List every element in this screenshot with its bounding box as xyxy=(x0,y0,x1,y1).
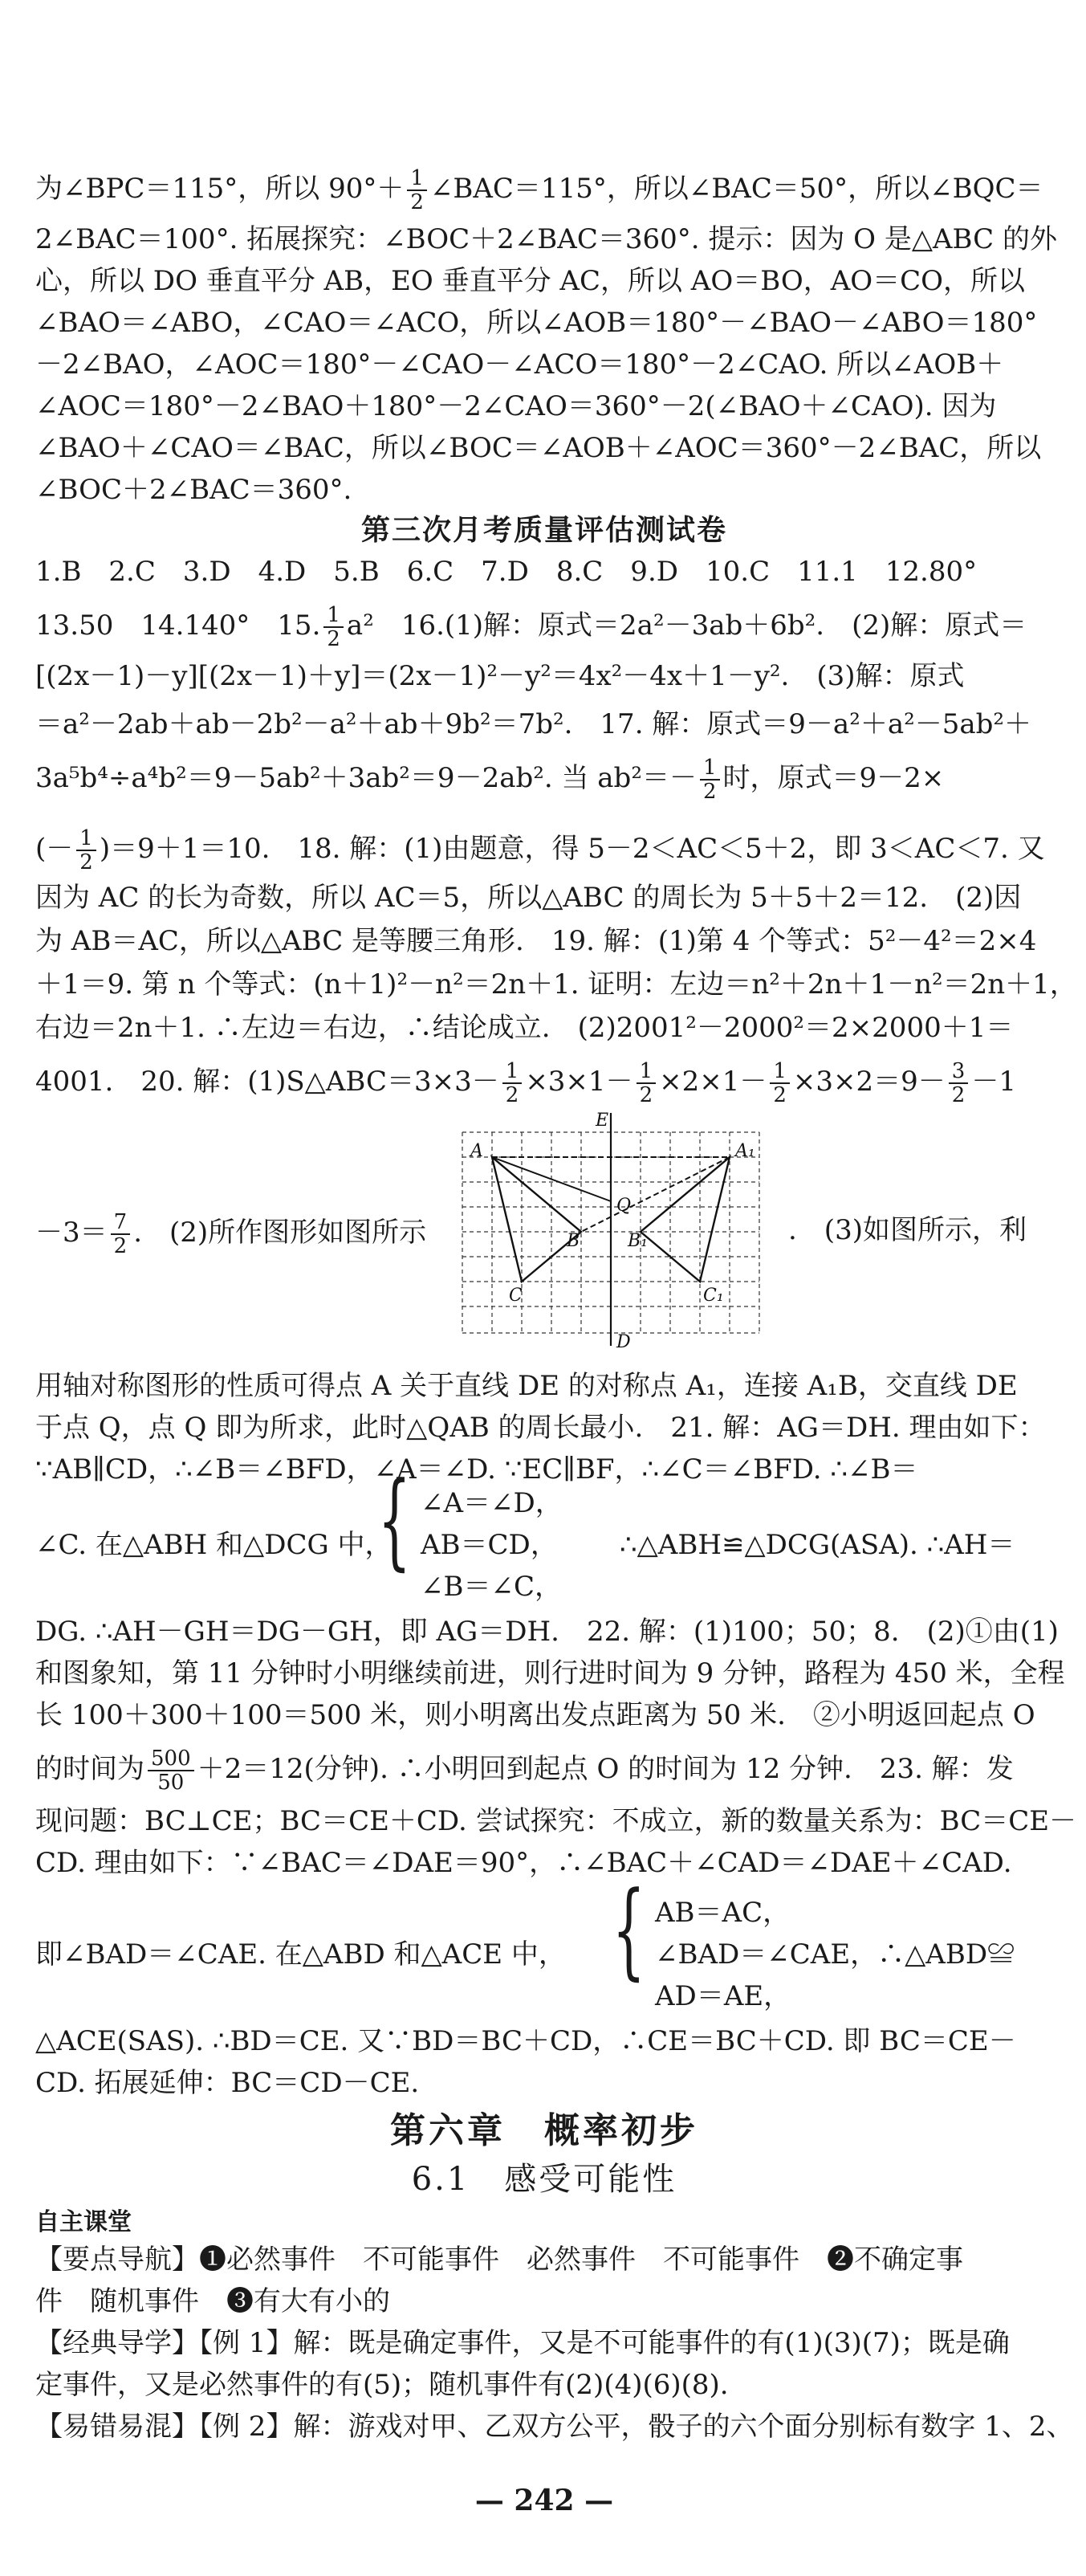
label-b1: B₁ xyxy=(628,1231,648,1251)
text-line: 因为 AC 的长为奇数，所以 AC＝5，所以△ABC 的周长为 5＋5＋2＝12. (2)因 xyxy=(35,882,1022,914)
text-line: ∠BOC＋2∠BAC＝360°. xyxy=(35,474,352,506)
label-q: Q xyxy=(616,1196,632,1216)
system-line: ∠A＝∠D， xyxy=(421,1487,563,1519)
numerator: 7 xyxy=(111,1211,131,1235)
text-line xyxy=(35,604,1053,650)
text-line: 2∠BAC＝100°. 拓展探究：∠BOC＋2∠BAC＝360°. 提示：因为 O 是△ABC 的外 xyxy=(35,223,1057,255)
numerator: 1 xyxy=(502,1060,523,1084)
label-d: D xyxy=(616,1332,631,1349)
numerator: 1 xyxy=(407,167,427,191)
triangle-a1b1c1 xyxy=(641,1157,730,1282)
text-segment: ×3×1－ xyxy=(525,1066,633,1098)
text-line: DG. ∴AH－GH＝DG－GH，即 AG＝DH. 22. 解：(1)100；50；8. (2)①由(1) xyxy=(35,1616,1059,1648)
text-line xyxy=(35,827,1053,874)
text-segment: a² 16.(1)解：原式＝2a²－3ab＋6b². (2)解：原式＝ xyxy=(346,609,1027,642)
text-segment: 时，原式＝9－2× xyxy=(722,762,945,794)
system-line: AB＝CD， xyxy=(421,1529,558,1561)
subsection-title: 6.1 感受可能性 xyxy=(411,2161,677,2198)
text-line: △ACE(SAS). ∴BD＝CE. 又∵BD＝BC＋CD，∴CE＝BC＋CD. 即 BC＝CE－ xyxy=(35,2025,1016,2057)
text-line: [(2x－1)－y][(2x－1)＋y]＝(2x－1)²－y²＝4x²－4x＋1－y². (3)解：原式 xyxy=(35,660,965,692)
text-segment: ＋2＝12(分钟). ∴小明回到起点 O 的时间为 12 分钟. 23. 解：发 xyxy=(197,1753,1014,1785)
label-b: B xyxy=(567,1231,580,1251)
text-line: 1.B 2.C 3.D 4.D 5.B 6.C 7.D 8.C 9.D 10.C 11.1 12.80° xyxy=(35,556,978,588)
text-line: 右边＝2n＋1. ∴左边＝右边，∴结论成立. (2)2001²－2000²＝2×2000＋1＝ xyxy=(35,1012,1014,1044)
text-line: 【易错易混】【例 2】解：游戏对甲、乙双方公平，骰子的六个面分别标有数字 1、2、 xyxy=(35,2411,1074,2443)
fraction xyxy=(76,827,96,874)
text-segment: ×3×2＝9－ xyxy=(792,1066,946,1098)
text-segment: 的时间为 xyxy=(35,1753,144,1785)
fraction xyxy=(502,1060,523,1107)
text-line: －2∠BAO，∠AOC＝180°－∠CAO－∠ACO＝180°－2∠CAO. 所以∠AOB＋ xyxy=(35,348,1004,381)
denominator: 2 xyxy=(113,1234,128,1258)
label-a: A xyxy=(470,1141,483,1161)
text-line: 长 100＋300＋100＝500 米，则小明离出发点距离为 50 米. ②小明返回起点 O xyxy=(35,1699,1035,1731)
label-c: C xyxy=(509,1286,523,1306)
text-line: CD. 拓展延伸：BC＝CD－CE. xyxy=(35,2067,420,2099)
fraction xyxy=(407,167,427,214)
brace-icon: { xyxy=(612,1869,646,1991)
text-segment: )＝9＋1＝10. 18. 解：(1)由题意，得 5－2＜AC＜5＋2，即 3＜AC＜7. 又 xyxy=(99,833,1045,865)
fraction xyxy=(770,1060,790,1107)
text-segment: 13.50 14.140° 15. xyxy=(35,609,321,642)
text-line: 【要点导航】❶必然事件 不可能事件 必然事件 不可能事件 ❷不确定事 xyxy=(35,2244,963,2276)
text-segment: －3＝ xyxy=(35,1217,108,1249)
text-segment: ×2×1－ xyxy=(659,1066,767,1098)
text-line xyxy=(35,1060,1053,1107)
numerator: 3 xyxy=(949,1060,969,1084)
system-line: ∠BAD＝∠CAE，∴△ABD≌ xyxy=(655,1938,1015,1971)
text-line: ＋1＝9. 第 n 个等式：(n＋1)²－n²＝2n＋1. 证明：左边＝n²＋2n＋1－n²＝2n＋1， xyxy=(35,968,1077,1001)
numerator: 1 xyxy=(323,604,344,628)
geometry-figure xyxy=(446,1108,780,1349)
text-segment: ∠BAC＝115°，所以∠BAC＝50°，所以∠BQC＝ xyxy=(429,173,1043,205)
text-segment: 4001. 20. 解：(1)S△ABC＝3×3－ xyxy=(35,1066,499,1098)
section-title: 第三次月考质量评估测试卷 xyxy=(360,513,727,547)
triangle-abc xyxy=(492,1157,581,1282)
class-label: 自主课堂 xyxy=(35,2208,132,2236)
denominator: 2 xyxy=(639,1083,653,1107)
text-line xyxy=(35,756,1053,803)
text-line xyxy=(35,167,1053,214)
text-line: ∠C. 在△ABH 和△DCG 中， xyxy=(35,1529,393,1561)
numerator: 1 xyxy=(637,1060,657,1084)
text-line xyxy=(35,1747,1053,1794)
text-line: 心，所以 DO 垂直平分 AB，EO 垂直平分 AC，所以 AO＝BO，AO＝CO，所以 xyxy=(35,265,1026,297)
text-line: 为 AB＝AC，所以△ABC 是等腰三角形. 19. 解：(1)第 4 个等式：5²－4²＝2×4 xyxy=(35,925,1037,957)
text-line: 定事件，又是必然事件的有(5)；随机事件有(2)(4)(6)(8). xyxy=(35,2369,729,2401)
text-segment: 3a⁵b⁴÷a⁴b²＝9－5ab²＋3ab²＝9－2ab². 当 ab²＝－ xyxy=(35,762,697,794)
label-e: E xyxy=(596,1111,609,1131)
chapter-title: 第六章 概率初步 xyxy=(390,2110,698,2151)
denominator: 50 xyxy=(157,1771,185,1795)
numerator: 1 xyxy=(700,756,720,781)
fraction xyxy=(148,1747,194,1794)
text-line: 和图象知，第 11 分钟时小明继续前进，则行进时间为 9 分钟，路程为 450 米，全程 xyxy=(35,1657,1065,1689)
text-line: 于点 Q，点 Q 即为所求，此时△QAB 的周长最小. 21. 解：AG＝DH. 理由如下： xyxy=(35,1412,1046,1444)
fraction xyxy=(700,756,720,803)
text-line: 现问题：BC⊥CE；BC＝CE＋CD. 尝试探究：不成立，新的数量关系为：BC＝CE－ xyxy=(35,1805,1077,1837)
fraction xyxy=(637,1060,657,1107)
text-line: ∴△ABH≌△DCG(ASA). ∴AH＝ xyxy=(620,1529,1015,1561)
text-line: 【经典导学】【例 1】解：既是确定事件，又是不可能事件的有(1)(3)(7)；既是确 xyxy=(35,2327,1010,2359)
text-line: 件 随机事件 ❸有大有小的 xyxy=(35,2285,390,2317)
text-line: 即∠BAD＝∠CAE. 在△ABD 和△ACE 中， xyxy=(35,1938,566,1971)
text-line: ∠BAO＋∠CAO＝∠BAC，所以∠BOC＝∠AOB＋∠AOC＝360°－2∠BAC，所以 xyxy=(35,432,1042,464)
numerator: 1 xyxy=(770,1060,790,1084)
numerator: 500 xyxy=(148,1747,194,1771)
text-line: . (3)如图所示，利 xyxy=(788,1214,1027,1246)
text-line xyxy=(35,1211,453,1257)
text-line: 用轴对称图形的性质可得点 A 关于直线 DE 的对称点 A₁，连接 A₁B，交直线 DE xyxy=(35,1370,1018,1402)
text-line: CD. 理由如下：∵∠BAC＝∠DAE＝90°，∴∠BAC＋∠CAD＝∠DAE＋∠CAD. xyxy=(35,1847,1012,1879)
text-line: ∠AOC＝180°－2∠BAO＋180°－2∠CAO＝360°－2(∠BAO＋∠CAO). 因为 xyxy=(35,390,997,422)
text-segment: 为∠BPC＝115°，所以 90°＋ xyxy=(35,173,405,205)
text-segment: (－ xyxy=(35,833,74,865)
denominator: 2 xyxy=(951,1083,966,1107)
fraction xyxy=(111,1211,131,1257)
system-line: AB＝AC， xyxy=(655,1897,791,1929)
brace-icon: { xyxy=(377,1459,412,1581)
text-segment: . (2)所作图形如图所示 xyxy=(133,1217,427,1249)
denominator: 2 xyxy=(773,1083,787,1107)
fraction xyxy=(949,1060,969,1107)
denominator: 2 xyxy=(327,627,340,651)
label-a1: A₁ xyxy=(735,1141,755,1161)
system-line: ∠B＝∠C， xyxy=(421,1571,562,1603)
denominator: 2 xyxy=(505,1083,519,1107)
page-number: — 242 — xyxy=(474,2484,614,2517)
numerator: 1 xyxy=(76,827,96,851)
fraction xyxy=(323,604,344,650)
denominator: 2 xyxy=(79,850,93,874)
denominator: 2 xyxy=(410,190,424,214)
text-segment: －1 xyxy=(971,1066,1016,1098)
label-c1: C₁ xyxy=(703,1286,724,1306)
denominator: 2 xyxy=(702,780,717,804)
text-line: ∠BAO＝∠ABO，∠CAO＝∠ACO，所以∠AOB＝180°－∠BAO－∠ABO＝180° xyxy=(35,307,1038,339)
system-line: AD＝AE， xyxy=(655,1980,791,2012)
text-line: ∵AB∥CD，∴∠B＝∠BFD，∠A＝∠D. ∵EC∥BF，∴∠C＝∠BFD. ∴∠B＝ xyxy=(35,1453,918,1486)
text-line: ＝a²－2ab＋ab－2b²－a²＋ab＋9b²＝7b². 17. 解：原式＝9－a²＋a²－5ab²＋ xyxy=(35,708,1032,740)
